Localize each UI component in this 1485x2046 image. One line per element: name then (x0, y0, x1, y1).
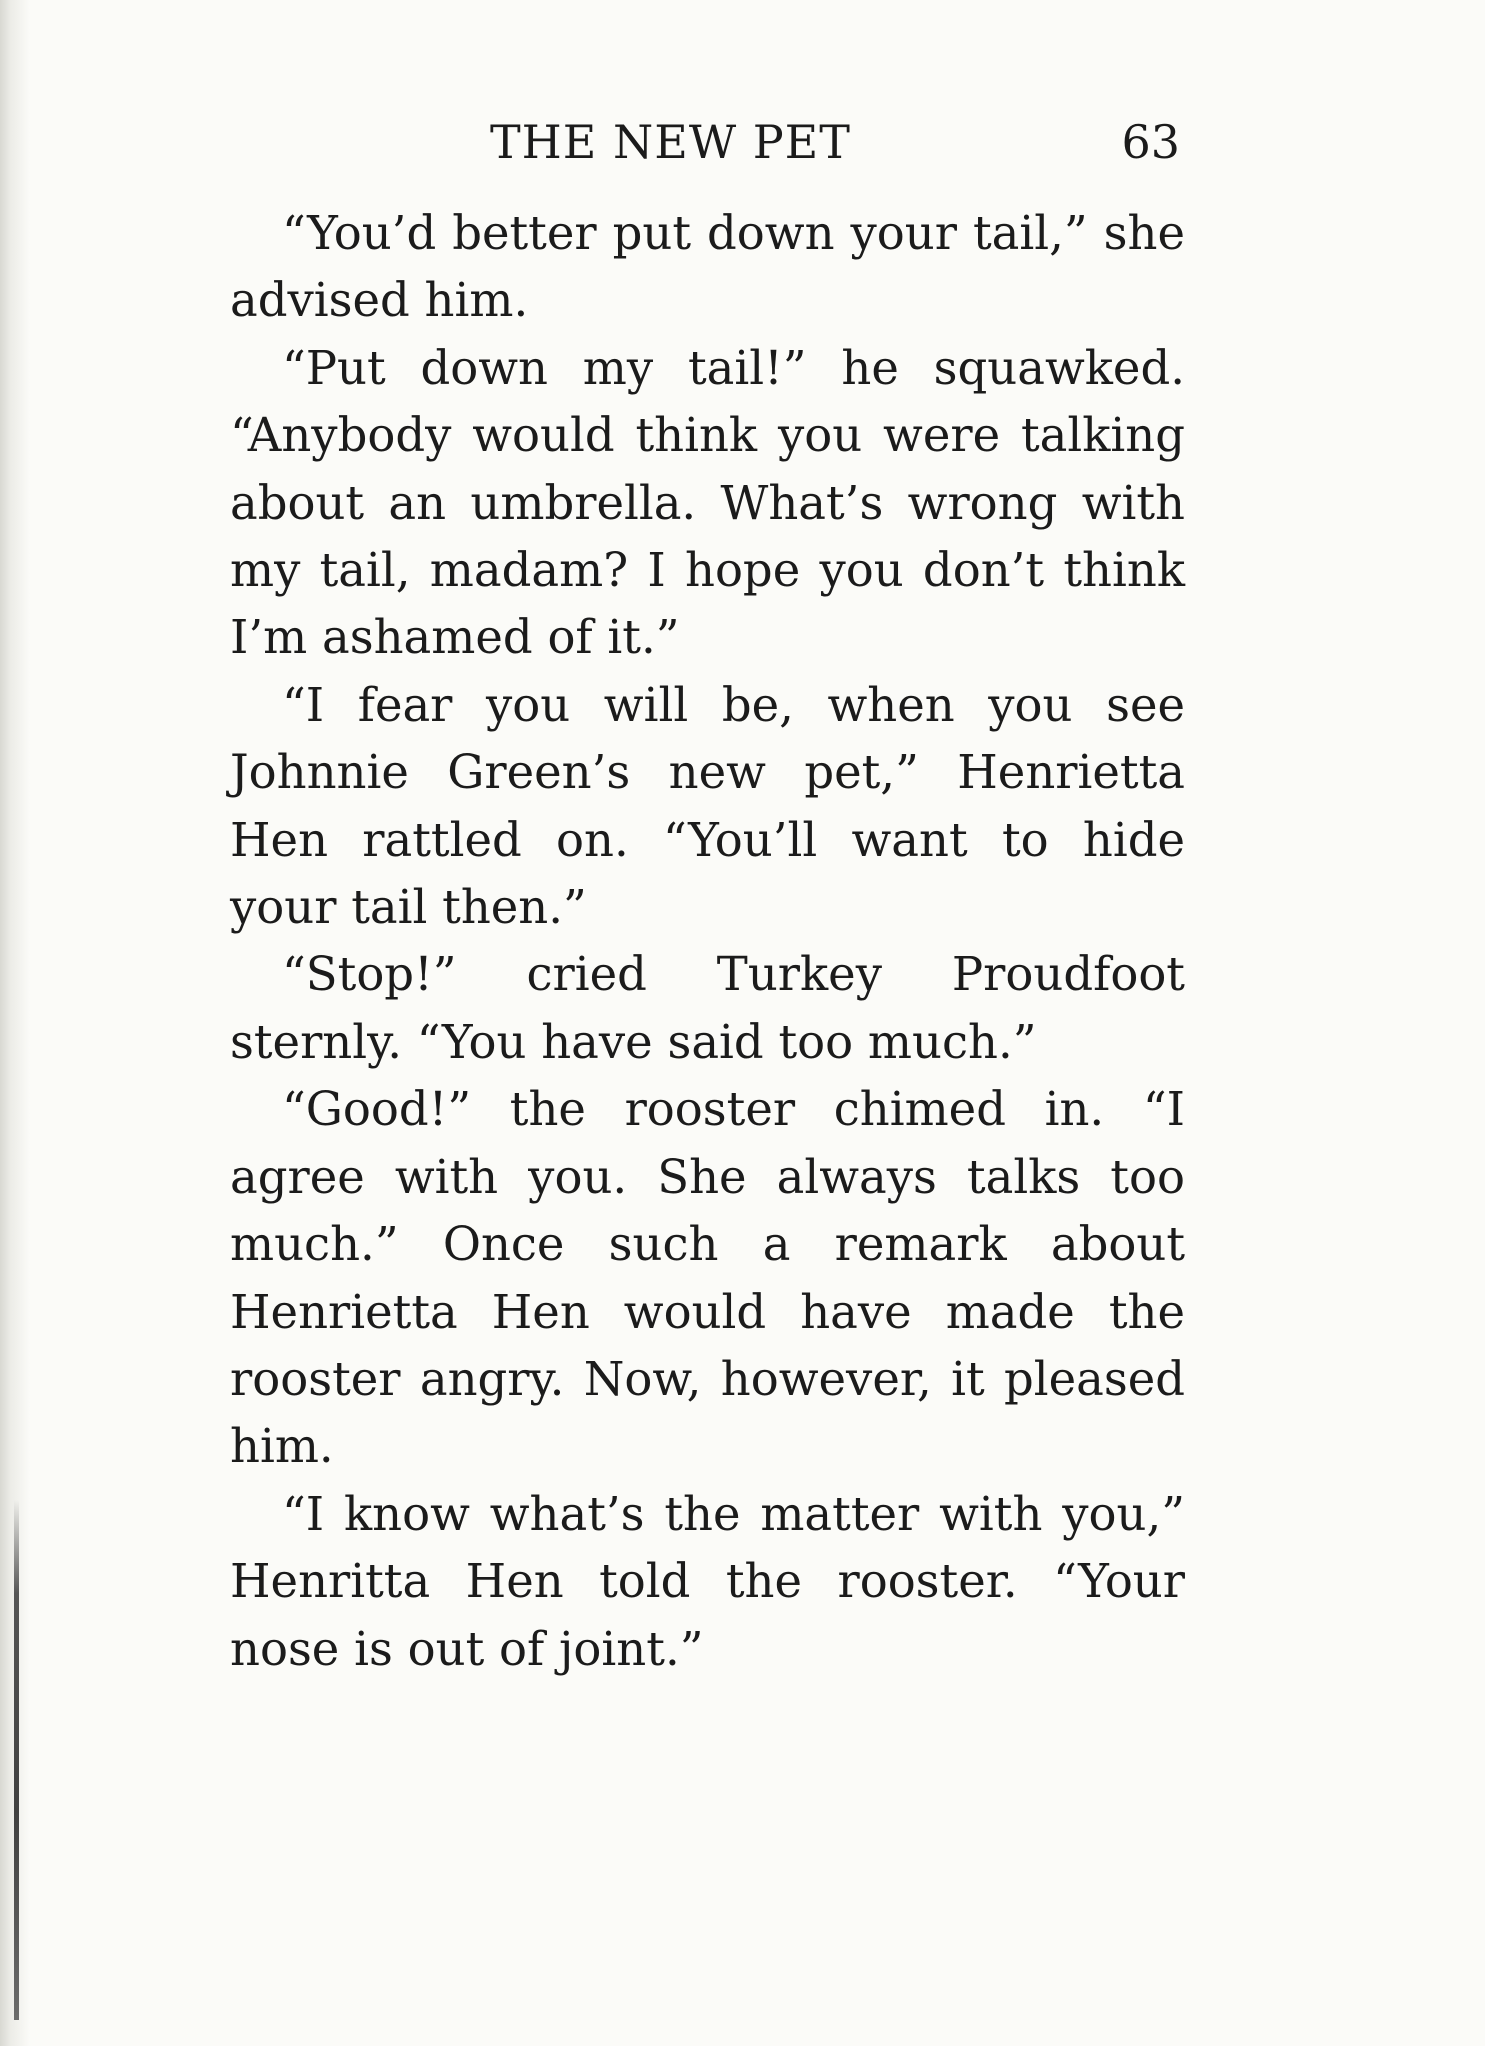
paragraph: “Put down my tail!” he squawked. “Anybody would think you were talking about an umbrella. What’s wrong with my tail, madam? I hope you don’t think I’m ashamed of it.” (230, 340, 1185, 665)
binding-shadow-mark (14, 1500, 19, 2020)
paragraph: “Good!” the rooster chimed in. “I agree with you. She always talks too much.” Once such a remark about Henrietta Hen would have made the rooster angry. Now, however, it pleased him. (230, 1082, 1185, 1474)
paragraph: “I know what’s the matter with you,” Henritta Hen told the rooster. “Your nose is out of joint.” (230, 1486, 1185, 1676)
body-text (230, 200, 1185, 1683)
paragraph: “You’d better put down your tail,” she advised him. (230, 206, 1185, 328)
paragraph: “I fear you will be, when you see Johnnie Green’s new pet,” Henrietta Hen rattled on. “You’ll want to hide your tail then.” (230, 677, 1185, 935)
page-header (230, 112, 1180, 172)
page-number: 63 (1121, 115, 1180, 169)
paragraph: “Stop!” cried Turkey Proudfoot sternly. “You have said too much.” (230, 947, 1185, 1069)
running-title: THE NEW PET (490, 115, 851, 169)
